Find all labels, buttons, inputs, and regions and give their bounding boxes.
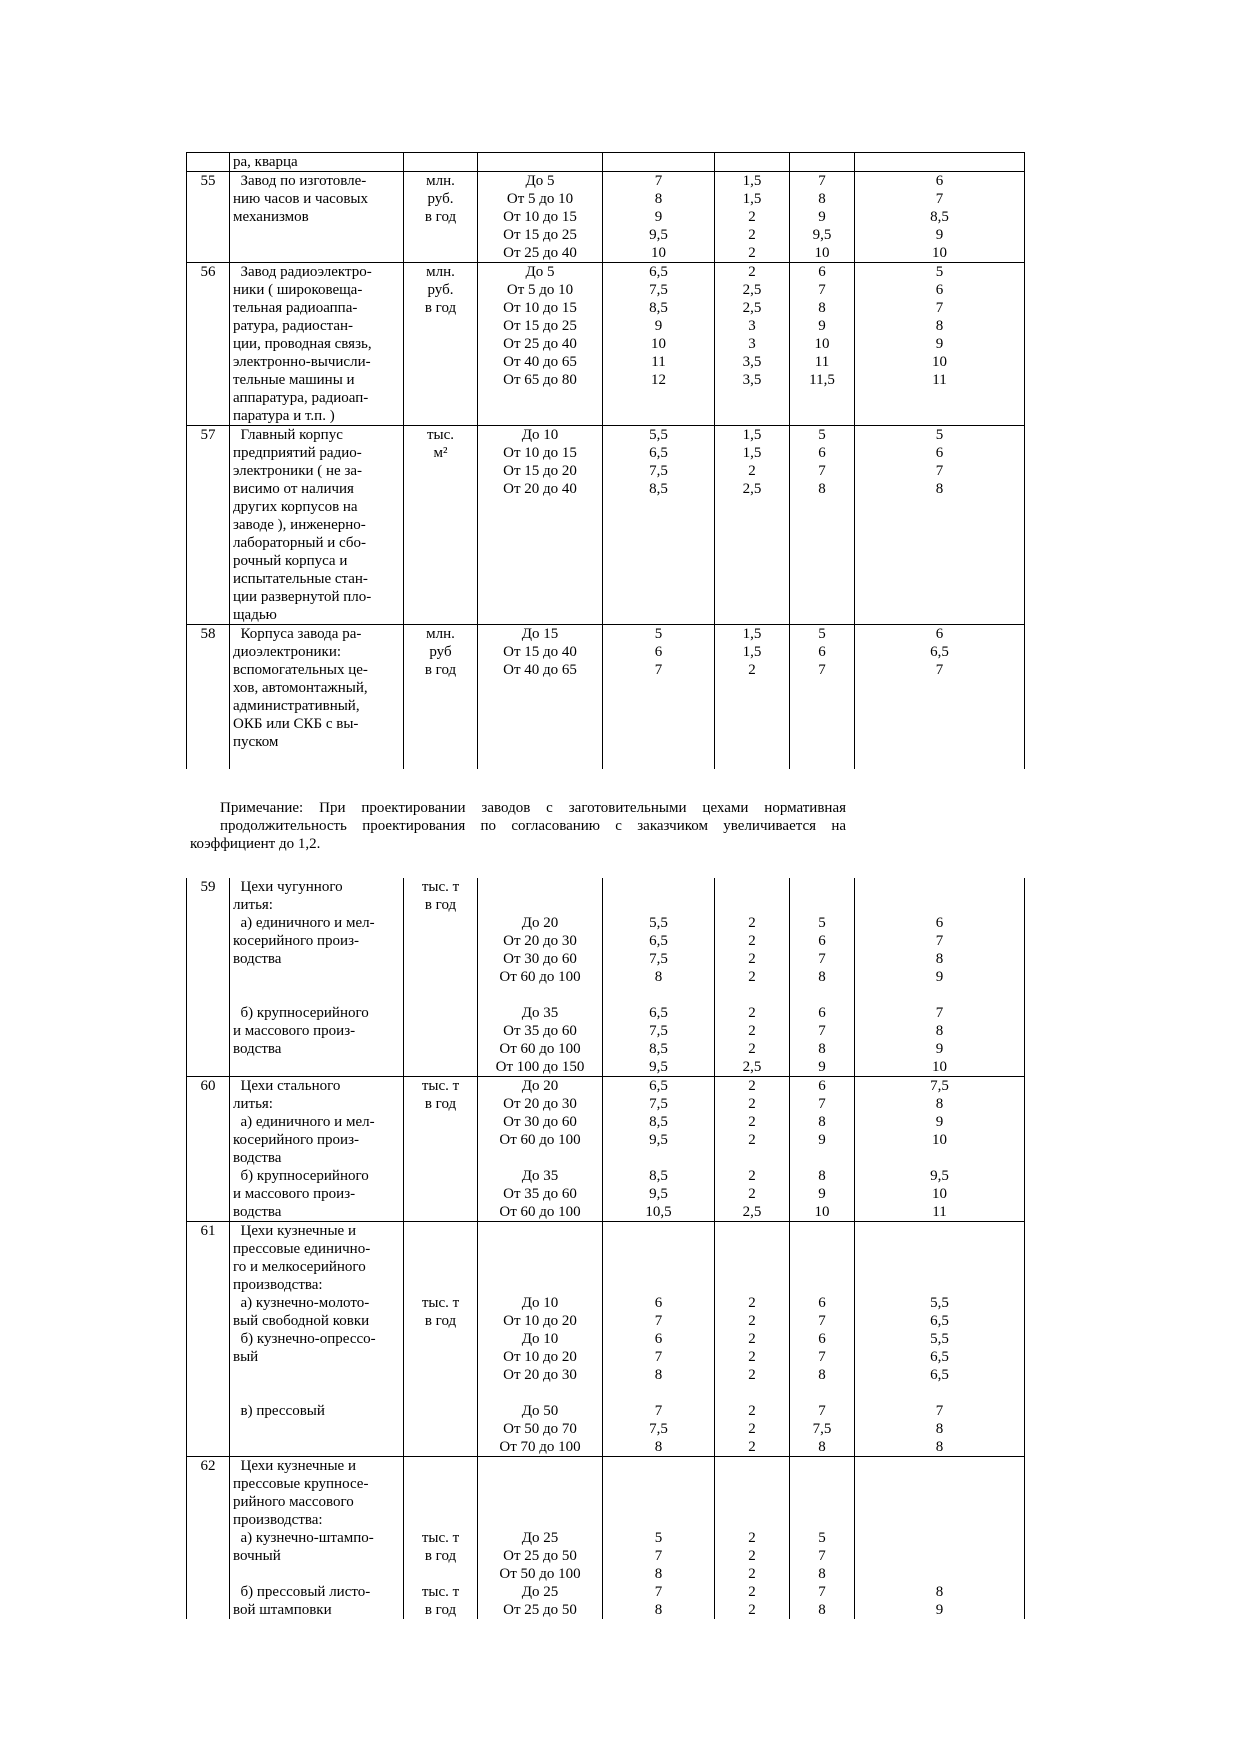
row-number-cell <box>187 153 230 172</box>
duration-stage-1-cell: 2 2 2 2 2 2 2 2,5 <box>715 878 790 1077</box>
note-line-2: продолжительность проектирования по согласованию с заказчиком увеличивается на <box>220 818 846 834</box>
duration-stage-2-cell: 5 7 8 7 8 <box>790 1457 855 1620</box>
duration-stage-1-cell: 1,5 1,5 2 2,5 <box>715 426 790 625</box>
duration-total-cell: 6 7 6 7 8 7 7,5 8 <box>603 1222 715 1457</box>
duration-total-cell: 6,5 7,5 8,5 9,5 8,5 9,5 10,5 <box>603 1077 715 1222</box>
duration-stage-2-cell: 5 6 7 8 6 7 8 9 <box>790 878 855 1077</box>
capacity-range-cell: До 20 От 20 до 30 От 30 до 60 От 60 до 100 До 35 От 35 до 60 От 60 до 100 От 100 до 150 <box>478 878 603 1077</box>
duration-total-cell <box>603 153 715 172</box>
duration-working-docs-cell: 8 9 <box>855 1457 1025 1620</box>
unit-of-measure-cell: тыс. м² <box>404 426 478 625</box>
object-name-cell: Завод радиоэлектро- ники ( широковеща- тельная радиоаппа- ратура, радиостан- ции, проводная связь, электронно-вычисли- тельные машины и аппаратура, радиоап- паратура и т.п. ) <box>230 263 404 426</box>
unit-of-measure-cell <box>404 153 478 172</box>
duration-stage-1-cell: 2 2,5 2,5 3 3 3,5 3,5 <box>715 263 790 426</box>
row-number-cell: 61 <box>187 1222 230 1457</box>
table-row <box>187 153 1025 172</box>
table-row <box>187 625 1025 769</box>
object-name-cell: Цехи кузнечные и прессовые крупносе- рийного массового производства: а) кузнечно-штампо- вочный б) прессовый листо- вой штамповки <box>230 1457 404 1620</box>
duration-working-docs-cell <box>855 153 1025 172</box>
unit-of-measure-cell: тыс. т в год <box>404 1222 478 1457</box>
object-name-cell: Корпуса завода ра- диоэлектроники: вспомогательных це- хов, автомонтажный, административный, ОКБ или СКБ с вы- пуском <box>230 625 404 769</box>
object-name-cell: Главный корпус предприятий радио- электроники ( не за- висимо от наличия других корпусов на заводе ), инженерно- лабораторный и сбо- рочный корпуса и испытательные стан- ции развернутой пло- щадью <box>230 426 404 625</box>
row-number-cell: 58 <box>187 625 230 769</box>
object-name-cell: Цехи кузнечные и прессовые единично- го и мелкосерийного производства: а) кузнечно-молото- вый свободной ковки б) кузнечно-опрессо- вый в) прессовый <box>230 1222 404 1457</box>
duration-stage-2-cell: 5 6 7 8 <box>790 426 855 625</box>
duration-stage-1-cell <box>715 153 790 172</box>
duration-stage-2-cell <box>790 153 855 172</box>
capacity-range-cell: До 15 От 15 до 40 От 40 до 65 <box>478 625 603 769</box>
table-row <box>187 878 1025 1077</box>
table-row <box>187 426 1025 625</box>
duration-total-cell: 5,5 6,5 7,5 8,5 <box>603 426 715 625</box>
unit-of-measure-cell: млн. руб в год <box>404 625 478 769</box>
duration-stage-1-cell: 2 2 2 2 2 <box>715 1457 790 1620</box>
capacity-range-cell: До 10 От 10 до 20 До 10 От 10 до 20 От 20 до 30 До 50 От 50 до 70 От 70 до 100 <box>478 1222 603 1457</box>
capacity-range-cell: До 5 От 5 до 10 От 10 до 15 От 15 до 25 От 25 до 40 <box>478 172 603 263</box>
row-number-cell: 60 <box>187 1077 230 1222</box>
duration-total-cell: 6,5 7,5 8,5 9 10 11 12 <box>603 263 715 426</box>
duration-working-docs-cell: 5 6 7 8 <box>855 426 1025 625</box>
duration-stage-2-cell: 6 7 6 7 8 7 7,5 8 <box>790 1222 855 1457</box>
unit-of-measure-cell: тыс. т в год <box>404 1077 478 1222</box>
duration-stage-2-cell: 5 6 7 <box>790 625 855 769</box>
duration-total-cell: 5 7 8 7 8 <box>603 1457 715 1620</box>
capacity-range-cell: До 25 От 25 до 50 От 50 до 100 До 25 От 25 до 50 <box>478 1457 603 1620</box>
duration-stage-1-cell: 2 2 2 2 2 2 2 2 <box>715 1222 790 1457</box>
table-row <box>187 1077 1025 1222</box>
duration-working-docs-cell: 5 6 7 8 9 10 11 <box>855 263 1025 426</box>
unit-of-measure-cell: млн. руб. в год <box>404 172 478 263</box>
object-name-cell: Завод по изготовле- нию часов и часовых механизмов <box>230 172 404 263</box>
note-line-3: коэффициент до 1,2. <box>190 836 321 852</box>
table-row <box>187 1457 1025 1620</box>
norms-table-part-1 <box>186 152 1025 769</box>
capacity-range-cell: До 20 От 20 до 30 От 30 до 60 От 60 до 100 До 35 От 35 до 60 От 60 до 100 <box>478 1077 603 1222</box>
duration-stage-2-cell: 7 8 9 9,5 10 <box>790 172 855 263</box>
duration-stage-1-cell: 1,5 1,5 2 <box>715 625 790 769</box>
row-number-cell: 59 <box>187 878 230 1077</box>
row-number-cell: 62 <box>187 1457 230 1620</box>
capacity-range-cell: До 10 От 10 до 15 От 15 до 20 От 20 до 40 <box>478 426 603 625</box>
unit-of-measure-cell: млн. руб. в год <box>404 263 478 426</box>
row-number-cell: 57 <box>187 426 230 625</box>
duration-total-cell: 5,5 6,5 7,5 8 6,5 7,5 8,5 9,5 <box>603 878 715 1077</box>
duration-working-docs-cell: 6 6,5 7 <box>855 625 1025 769</box>
duration-working-docs-cell: 7,5 8 9 10 9,5 10 11 <box>855 1077 1025 1222</box>
norms-table-part-2 <box>186 878 1025 1619</box>
row-number-cell: 55 <box>187 172 230 263</box>
table-row <box>187 263 1025 426</box>
capacity-range-cell <box>478 153 603 172</box>
duration-stage-1-cell: 2 2 2 2 2 2 2,5 <box>715 1077 790 1222</box>
capacity-range-cell: До 5 От 5 до 10 От 10 до 15 От 15 до 25 От 25 до 40 От 40 до 65 От 65 до 80 <box>478 263 603 426</box>
object-name-cell: Цехи стального литья: а) единичного и мел- косерийного произ- водства б) крупносерийного и массового произ- водства <box>230 1077 404 1222</box>
object-name-cell: Цехи чугунного литья: а) единичного и мел- косерийного произ- водства б) крупносерийного и массового произ- водства <box>230 878 404 1077</box>
duration-total-cell: 5 6 7 <box>603 625 715 769</box>
table-row <box>187 1222 1025 1457</box>
note-paragraph <box>190 799 846 853</box>
duration-working-docs-cell: 5,5 6,5 5,5 6,5 6,5 7 8 8 <box>855 1222 1025 1457</box>
unit-of-measure-cell: тыс. т в год <box>404 878 478 1077</box>
unit-of-measure-cell: тыс. т в год тыс. т в год <box>404 1457 478 1620</box>
note-line-1: Примечание: При проектировании заводов с заготовительными цехами нормативная <box>220 800 846 816</box>
duration-stage-2-cell: 6 7 8 9 8 9 10 <box>790 1077 855 1222</box>
table-row <box>187 172 1025 263</box>
duration-working-docs-cell: 6 7 8 9 7 8 9 10 <box>855 878 1025 1077</box>
duration-stage-2-cell: 6 7 8 9 10 11 11,5 <box>790 263 855 426</box>
object-name-cell: ра, кварца <box>230 153 404 172</box>
duration-working-docs-cell: 6 7 8,5 9 10 <box>855 172 1025 263</box>
duration-stage-1-cell: 1,5 1,5 2 2 2 <box>715 172 790 263</box>
duration-total-cell: 7 8 9 9,5 10 <box>603 172 715 263</box>
row-number-cell: 56 <box>187 263 230 426</box>
